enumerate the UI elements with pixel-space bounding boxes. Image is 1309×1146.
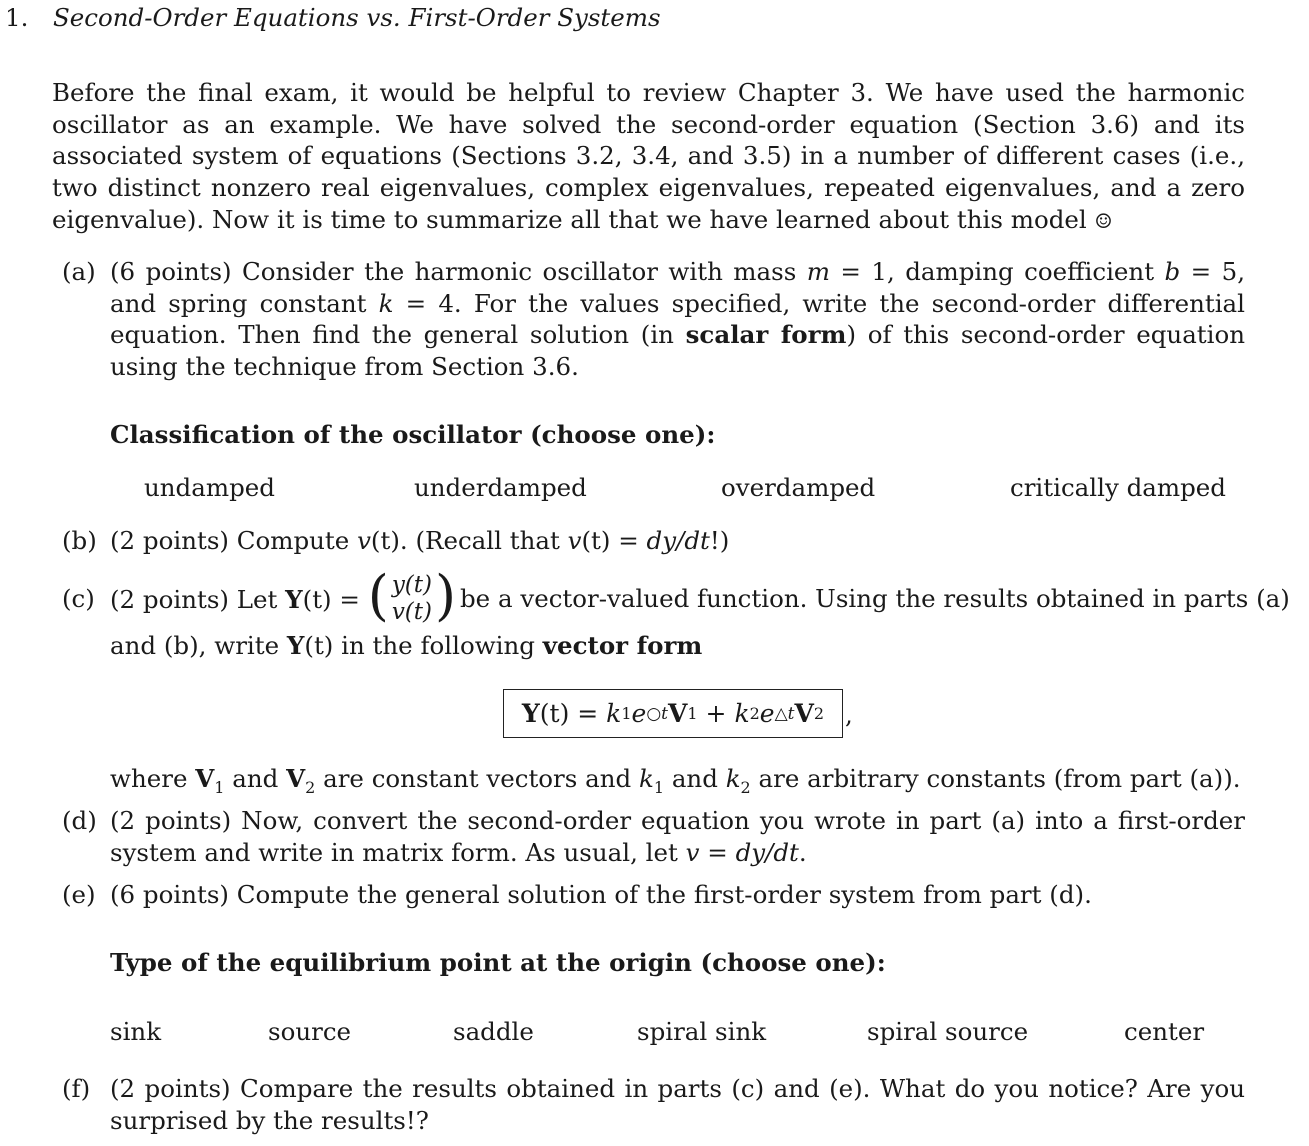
intro-text: Before the final exam, it would be helpful to review Chapter 3. We have used the harmonic oscillator as an example. We have solved the second-order equation (Section 3.6) and its associated system of equations (Sections 3.2, 3.4, and 3.5) in a number of different cases (i.e., two distinct nonzero real eigenvalues, complex eigenvalues, repeated eigenvalues, and a zero eigenvalue). Now it is time to summarize all that we have learned about this model (52, 78, 1245, 234)
vector-form-bold: vector form (542, 631, 703, 660)
part-a-t3: = 5, and spring constant (110, 257, 1245, 318)
part-f-label: (f) (62, 1074, 91, 1103)
option-saddle[interactable]: saddle (453, 1017, 534, 1046)
part-d-label: (d) (62, 806, 97, 835)
var-v: v (357, 526, 371, 555)
intro-paragraph (52, 77, 1245, 238)
part-a-text (110, 256, 1245, 383)
part-d-t2: = (699, 837, 736, 867)
where-k1: k (638, 764, 654, 793)
formula-Y: Y (521, 699, 540, 728)
part-b-t1: (2 points) Compute (110, 526, 358, 555)
var-v2: v (567, 526, 582, 555)
part-e-label: (e) (62, 880, 96, 909)
formula-k1: k (606, 699, 622, 728)
formula-exp2 (775, 704, 795, 724)
option-source[interactable]: source (268, 1017, 352, 1046)
part-c-t1: (2 points) Let (110, 584, 286, 614)
part-b-label: (b) (62, 526, 97, 555)
part-f-text: (2 points) Compare the results obtained in parts (c) and (e). What do you notice? Are you surprised by the results!? (110, 1074, 1245, 1135)
part-d-t1: (2 points) Now, convert the second-order equation you wrote in part (a) into a first-order system and write in matrix form. As usual, let (110, 806, 1245, 867)
problem-title: Second-Order Equations vs. First-Order Systems (53, 3, 661, 32)
where-V2-sub: 2 (305, 777, 316, 797)
where-V2: V (286, 764, 306, 793)
part-d-dydt: dy/dt (735, 837, 799, 867)
where-k2: k (725, 764, 741, 793)
formula-exp1 (646, 704, 668, 724)
part-c-line2 (110, 630, 702, 662)
vec-Y2: Y (286, 631, 305, 660)
var-k: k (378, 288, 394, 318)
formula-k2-sub: 2 (749, 704, 760, 723)
formula-k2: k (734, 699, 750, 728)
option-spiral-sink[interactable]: spiral sink (637, 1017, 767, 1046)
part-a-t5: ) of this second-order equation using the technique from Section 3.6. (110, 320, 1246, 382)
smiley-icon: ☺ (1094, 208, 1113, 233)
part-b-t3: (t) = (581, 526, 647, 555)
formula-t1: t (661, 703, 668, 724)
vec-Y: Y (285, 584, 303, 614)
problem-number: 1. (5, 3, 29, 32)
where-V1-sub: 1 (214, 777, 225, 797)
right-paren: ) (435, 564, 457, 627)
part-b-t4: !) (709, 526, 730, 555)
formula-V1: V (668, 699, 688, 728)
part-c-t3b: and (b), write (110, 631, 287, 660)
left-paren: ( (367, 564, 389, 627)
part-b-text (110, 525, 1245, 557)
where-k1-sub: 1 (653, 777, 665, 797)
part-d (62, 805, 1245, 868)
formula-k1-sub: 1 (621, 704, 632, 723)
var-m: m (806, 257, 830, 286)
part-b-t2: (t). (Recall that (370, 526, 568, 555)
part-e (62, 879, 1245, 911)
part-d-text (110, 805, 1245, 868)
option-critically-damped[interactable]: critically damped (1010, 473, 1226, 502)
where-k2-sub: 2 (740, 777, 751, 797)
formula-V1-sub: 1 (687, 704, 698, 723)
part-c-t2: (t) = (302, 584, 368, 614)
formula-trailing-comma: , (845, 700, 853, 729)
option-sink[interactable]: sink (110, 1017, 162, 1046)
part-e-text: (6 points) Compute the general solution of the first-order system from part (d). (110, 880, 1092, 909)
where-V1: V (195, 764, 215, 793)
part-d-v: v (685, 837, 700, 867)
part-c-line1-rest (460, 584, 1290, 613)
option-center[interactable]: center (1124, 1017, 1205, 1046)
where-t2: and (224, 764, 287, 793)
vec-bot: v(t) (391, 599, 432, 625)
part-a-label: (a) (62, 257, 96, 286)
option-overdamped[interactable]: overdamped (721, 473, 876, 502)
part-c-t4: (t) in the following (304, 631, 543, 660)
circle-icon: ○ (646, 703, 662, 724)
part-c-t3a: be a vector-valued function. Using the results obtained in parts (a) (460, 584, 1290, 613)
option-undamped[interactable]: undamped (144, 473, 275, 502)
part-c-line1 (110, 566, 456, 632)
formula-plus: + (697, 699, 735, 728)
formula-e2: e (759, 699, 775, 728)
where-t4: and (664, 764, 726, 793)
part-c-label: (c) (62, 584, 95, 613)
where-t5: are arbitrary constants (from part (a)). (750, 764, 1241, 793)
var-b: b (1164, 257, 1181, 286)
formula-lhs: (t) = (539, 699, 607, 728)
vector-form-formula (503, 689, 843, 738)
option-spiral-source[interactable]: spiral source (867, 1017, 1029, 1046)
part-a (62, 256, 1245, 383)
option-underdamped[interactable]: underdamped (414, 473, 587, 502)
triangle-icon: △ (774, 703, 788, 724)
part-a-t1: (6 points) Consider the harmonic oscillator with mass (110, 257, 807, 286)
part-f (62, 1073, 1245, 1136)
vec-top: y(t) (391, 572, 432, 598)
column-vector (389, 572, 435, 626)
formula-e1: e (631, 699, 647, 728)
part-b (62, 525, 1245, 557)
equilibrium-heading: Type of the equilibrium point at the origin (choose one): (110, 948, 886, 977)
classification-heading: Classification of the oscillator (choose one): (110, 420, 716, 449)
part-d-t3: . (798, 837, 807, 867)
where-t1: where (110, 764, 196, 793)
formula-t2: t (787, 703, 795, 724)
part-a-t4: = 4. For the values specified, write the second-order differential equation. Then find the general solution (in (110, 288, 1245, 350)
part-a-t2: = 1, damping coefficient (829, 257, 1165, 286)
formula-V2: V (794, 699, 814, 728)
scalar-form-bold: scalar form (685, 320, 847, 350)
dydt: dy/dt (646, 526, 710, 555)
part-c-where (110, 763, 1241, 804)
where-t3: are constant vectors and (315, 764, 639, 793)
formula-V2-sub: 2 (813, 704, 825, 723)
